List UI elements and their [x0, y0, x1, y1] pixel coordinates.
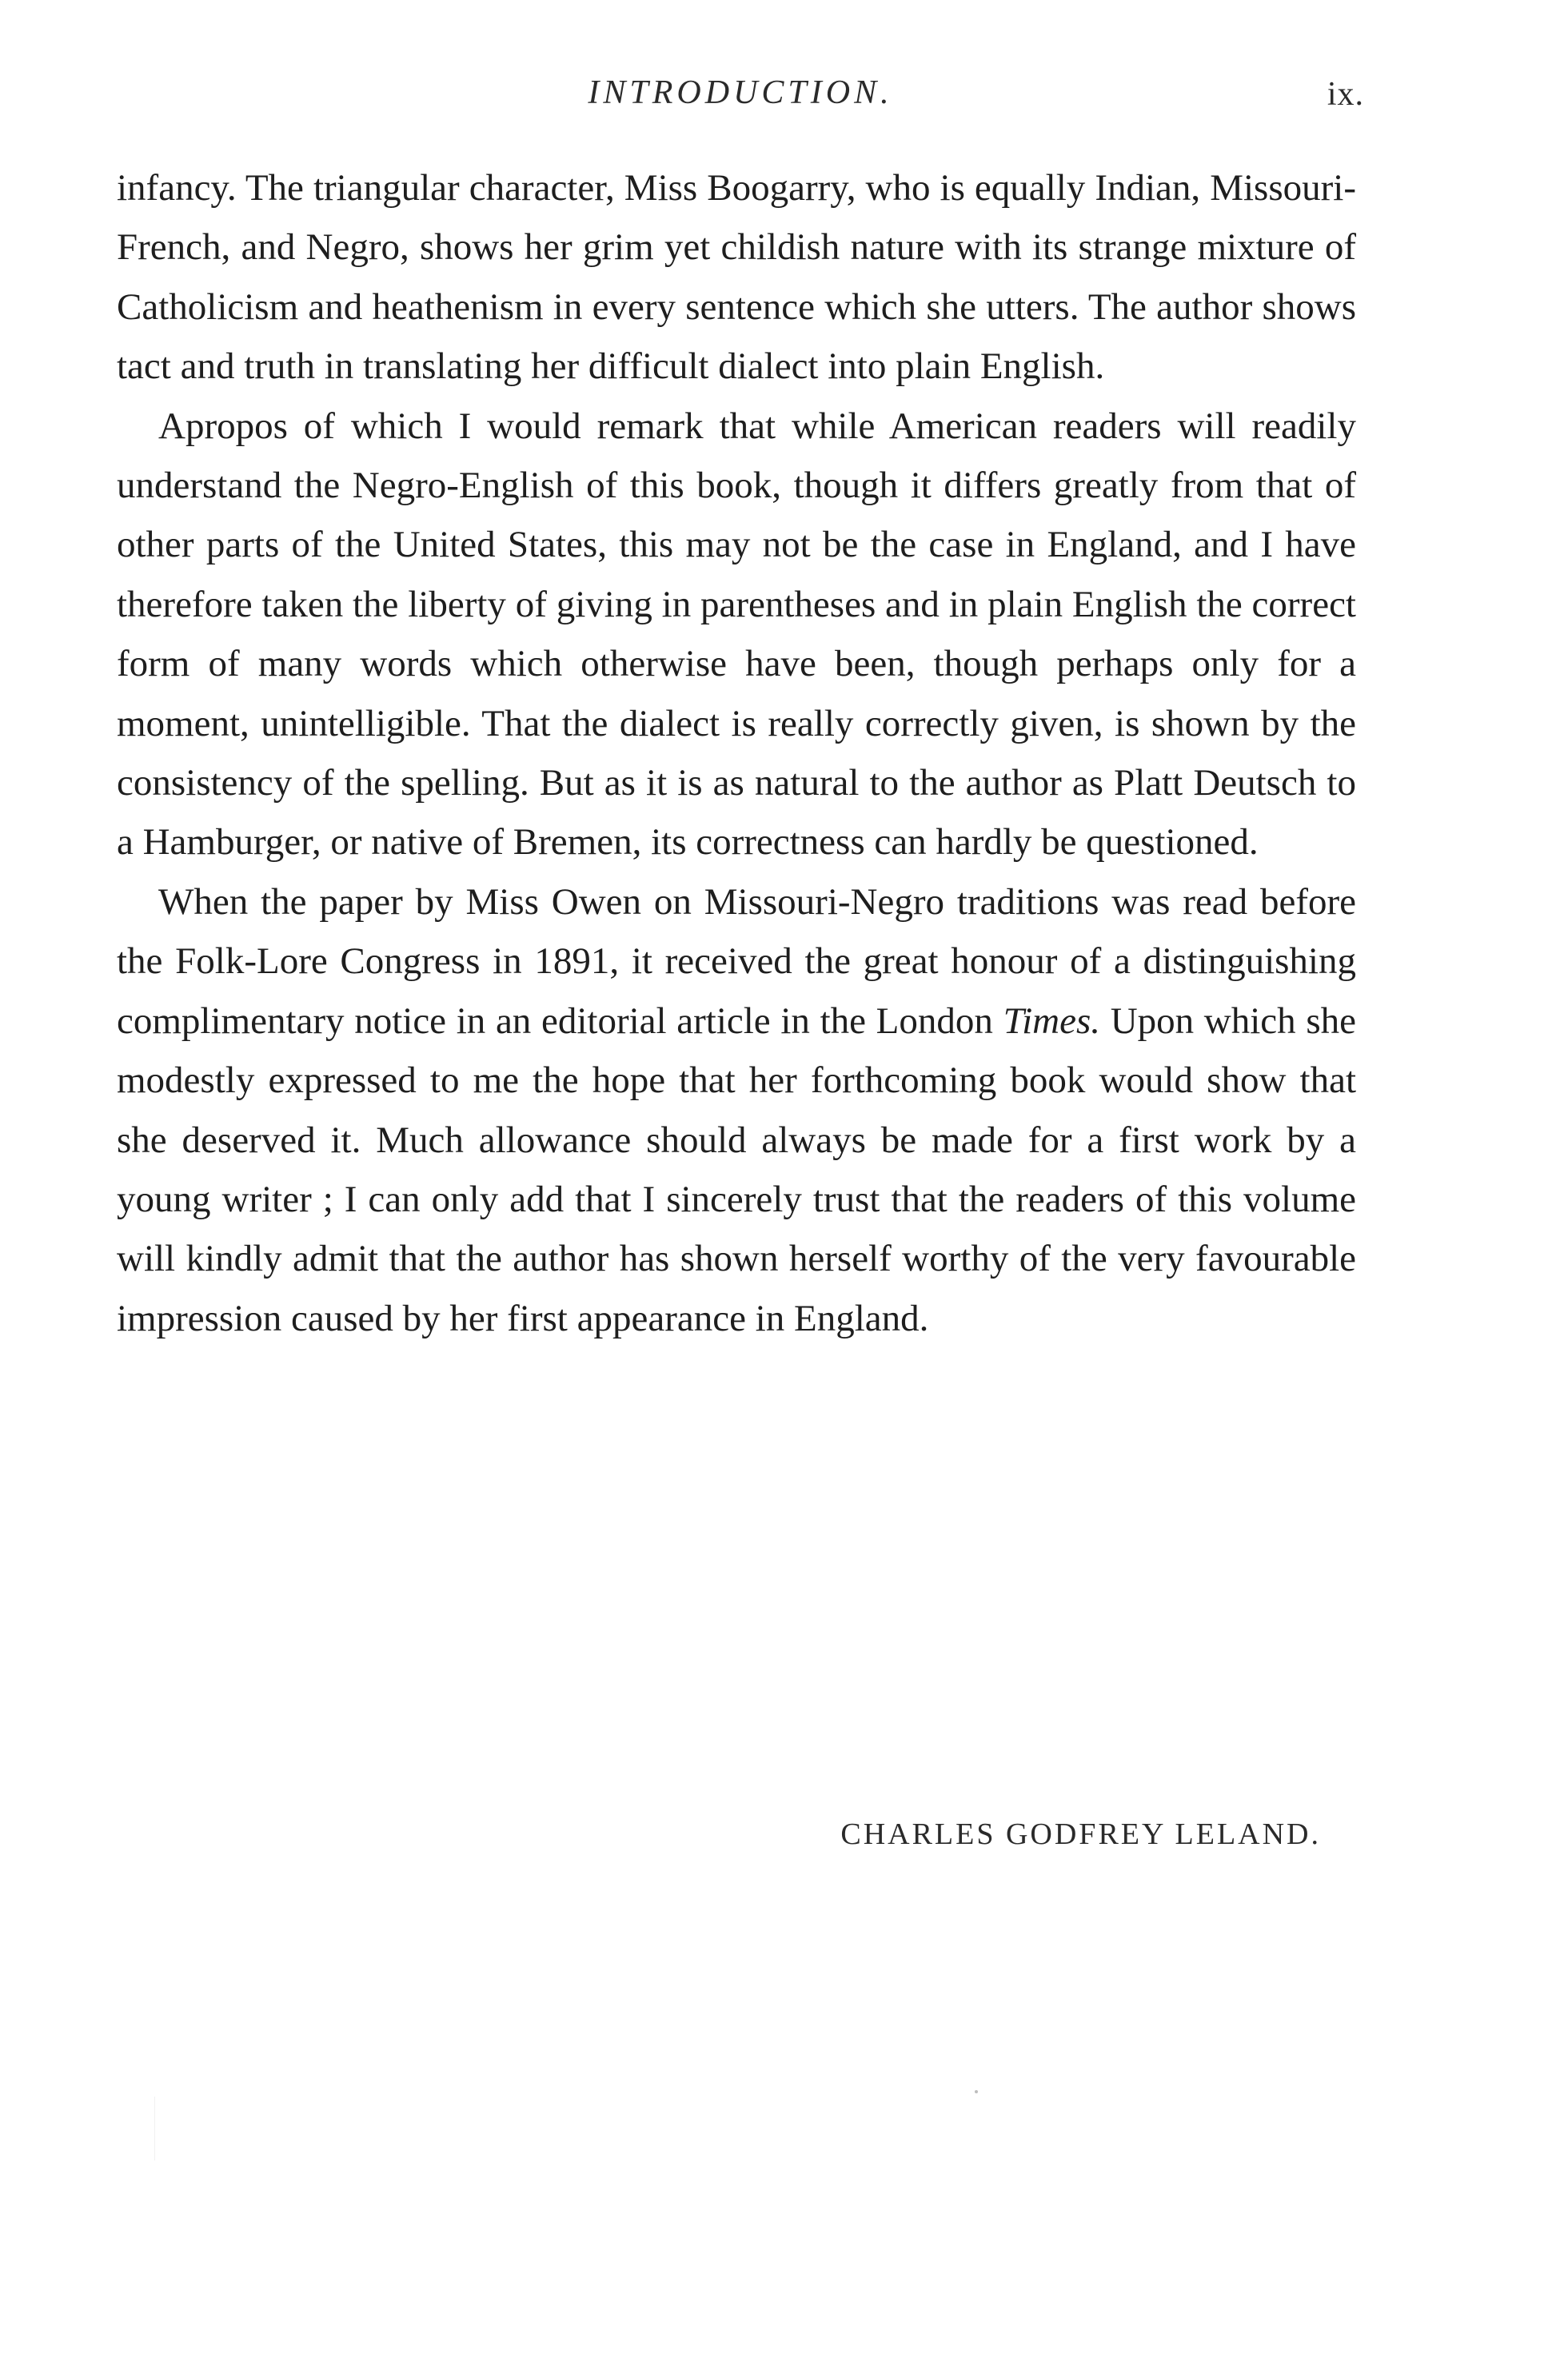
page-number: ix. [1327, 76, 1364, 113]
paragraph-3-text-start: When the paper by Miss Owen on Missouri-Negro traditions was read before the Folk-Lore Congress in 1891, it received the great honour of a distinguishing complimentary notice in an editorial article in the London [117, 880, 1356, 1042]
paragraph-1: infancy. The triangular character, Miss Boogarry, who is equally Indian, Missouri-French, and Negro, shows her grim yet childish nature with its strange mixture of Catholicism and heathenism in every sentence which she utters. The author shows tact and truth in translating her difficult dialect into plain English. [117, 167, 1356, 388]
paragraph-3-text-end: Upon which she modestly expressed to me the hope that her forthcoming book would show that she deserved it. Much allowance should always be made for a first work by a young writer ; I can only add that I sincerely trust that the readers of this volume will kindly admit that the author has shown herself worthy of the very favourable impression caused by her first appearance in England. [117, 999, 1356, 1339]
paragraph-2: Apropos of which I would remark that while American readers will readily understand the Negro-English of this book, though it differs greatly from that of other parts of the United States, this may not be the case in England, and I have therefore taken the liberty of giving in parentheses and in plain English the correct form of many words which otherwise have been, though perhaps only for a moment, unintelligible. That the dialect is really correctly given, is shown by the consistency of the spelling. But as it is as natural to the author as Platt Deutsch to a Hamburger, or native of Bremen, its correctness can hardly be questioned. [117, 405, 1356, 864]
author-signature: CHARLES GODFREY LELAND. [840, 1817, 1321, 1851]
paper-speck [975, 2090, 978, 2093]
running-title: INTRODUCTION. [588, 74, 893, 111]
body-text [117, 158, 1356, 1348]
running-head [117, 74, 1364, 122]
paper-mark [154, 2097, 155, 2161]
newspaper-title-italic: Times. [1003, 999, 1101, 1042]
paragraph-3 [117, 872, 1356, 1348]
